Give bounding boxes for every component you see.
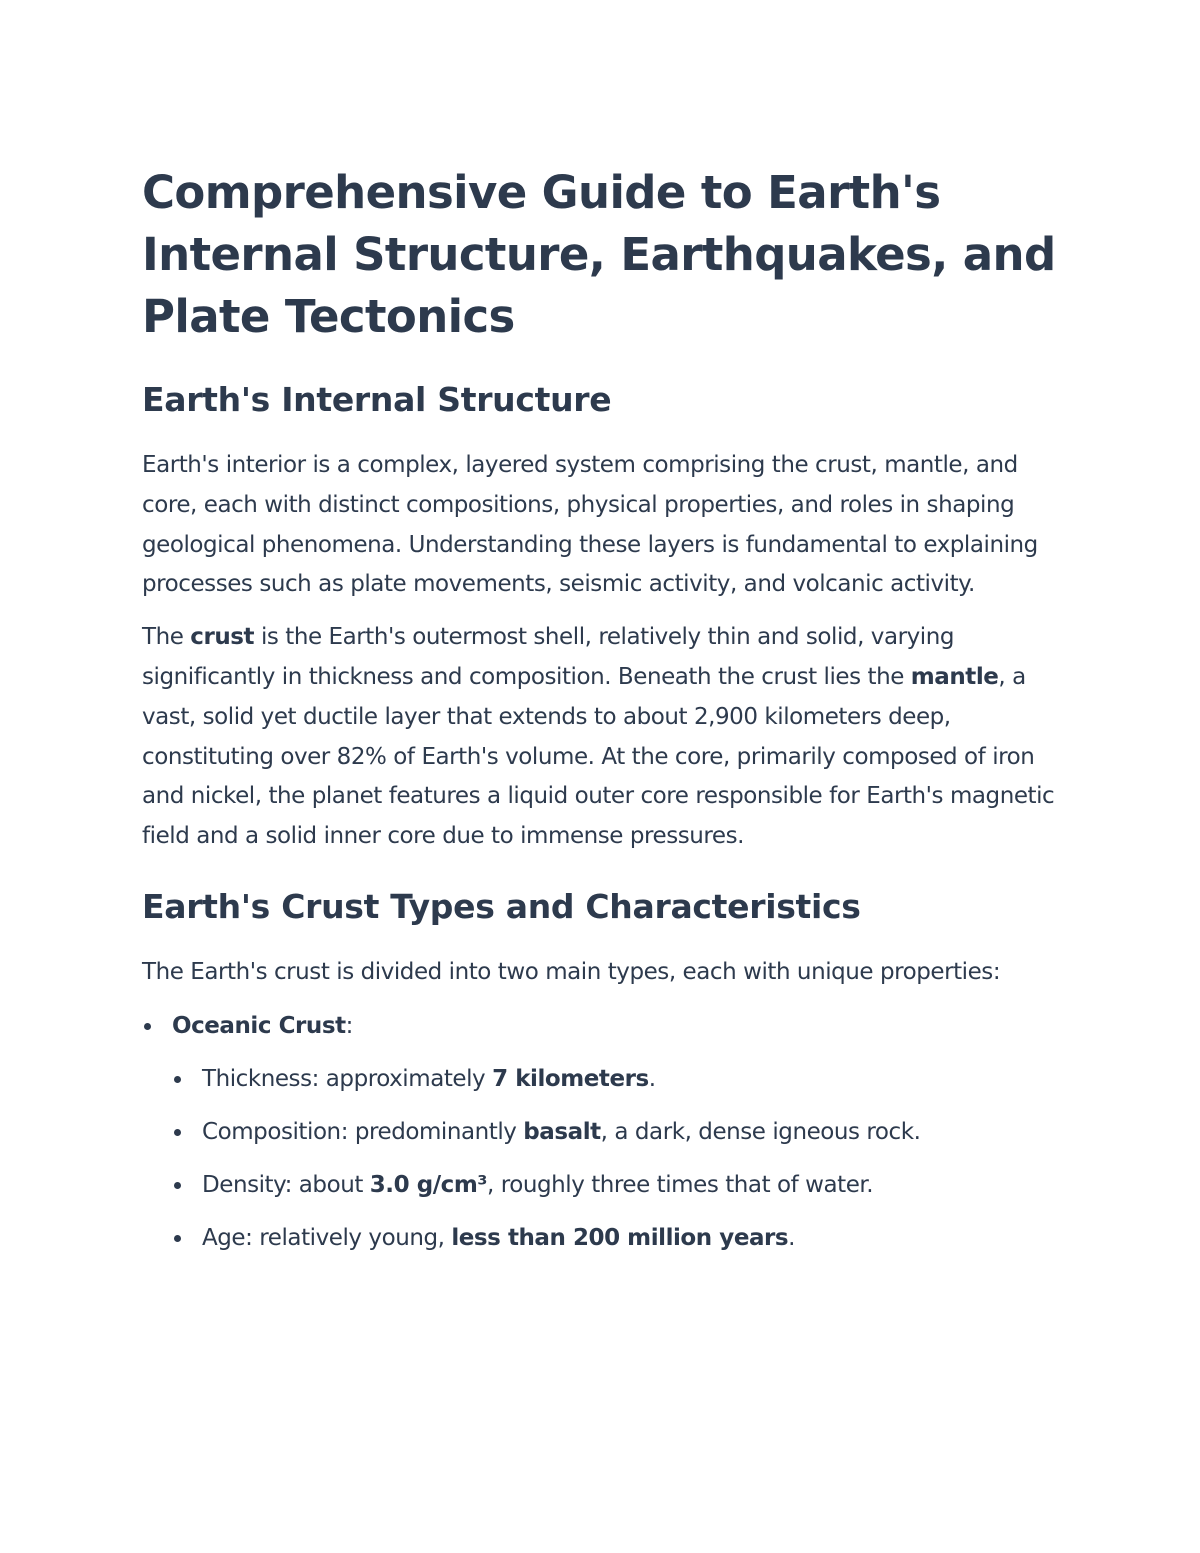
list-item-density — [172, 1165, 1062, 1205]
document-title: Comprehensive Guide to Earth's Internal Structure, Earthquakes, and Plate Tectonics — [142, 166, 1056, 343]
paragraph-layers-detail — [142, 618, 1062, 857]
bullet-icon — [174, 1129, 181, 1136]
oceanic-crust-properties — [172, 1059, 1062, 1258]
bold-value: 3.0 g/cm³ — [369, 1171, 487, 1198]
text-run: , a vast, solid yet ductile layer that extends to about 2,900 kilometers deep, constituting over 82% of Earth's volume. At the core, primarily composed of iron and nickel, the planet features a liquid outer core responsible for Earth's magnetic field and a solid inner core due to immense pressures. — [142, 663, 1055, 850]
section-heading-crust-types: Earth's Crust Types and Characteristics — [142, 886, 861, 926]
list-item-oceanic-crust — [142, 1006, 1062, 1258]
text-run: The — [142, 624, 191, 651]
bold-value: basalt — [523, 1118, 601, 1145]
bullet-icon — [174, 1182, 181, 1189]
list-item-composition — [172, 1112, 1062, 1152]
crust-types-list — [142, 1006, 1062, 1258]
bold-term-crust: crust — [190, 624, 255, 651]
label-suffix: : — [345, 1012, 353, 1039]
paragraph-crust-intro: The Earth's crust is divided into two main types, each with unique properties: — [142, 958, 1001, 985]
text-run: Density: about — [202, 1171, 370, 1198]
bullet-icon — [174, 1235, 181, 1242]
text-run: , a dark, dense igneous rock. — [600, 1118, 921, 1145]
text-run: Thickness: approximately — [202, 1065, 493, 1092]
bold-value: 7 kilometers — [492, 1065, 649, 1092]
bullet-icon — [174, 1076, 181, 1083]
bold-term-mantle: mantle — [910, 663, 999, 690]
bold-value: less than 200 million years — [451, 1224, 789, 1251]
text-run: , roughly three times that of water. — [487, 1171, 874, 1198]
paragraph-interior-overview: Earth's interior is a complex, layered system comprising the crust, mantle, and core, each with distinct compositions, physical properties, and roles in shaping geological phenomena. Understanding these layers is fundamental to explaining processes such as plate movements, seismic activity, and volcanic activity. — [142, 452, 1038, 598]
section-heading-internal-structure: Earth's Internal Structure — [142, 380, 612, 419]
text-run: is the Earth's outermost shell, relatively thin and solid, varying significantly in thickness and composition. Beneath the crust lies the — [142, 624, 954, 690]
document-page — [142, 162, 1062, 1271]
list-item-thickness — [172, 1059, 1062, 1099]
bullet-icon — [144, 1023, 151, 1030]
oceanic-crust-label: Oceanic Crust — [172, 1012, 346, 1039]
list-item-age — [172, 1218, 1062, 1258]
text-run: . — [788, 1224, 796, 1251]
text-run: Composition: predominantly — [202, 1118, 524, 1145]
text-run: Age: relatively young, — [202, 1224, 452, 1251]
text-run: . — [648, 1065, 656, 1092]
